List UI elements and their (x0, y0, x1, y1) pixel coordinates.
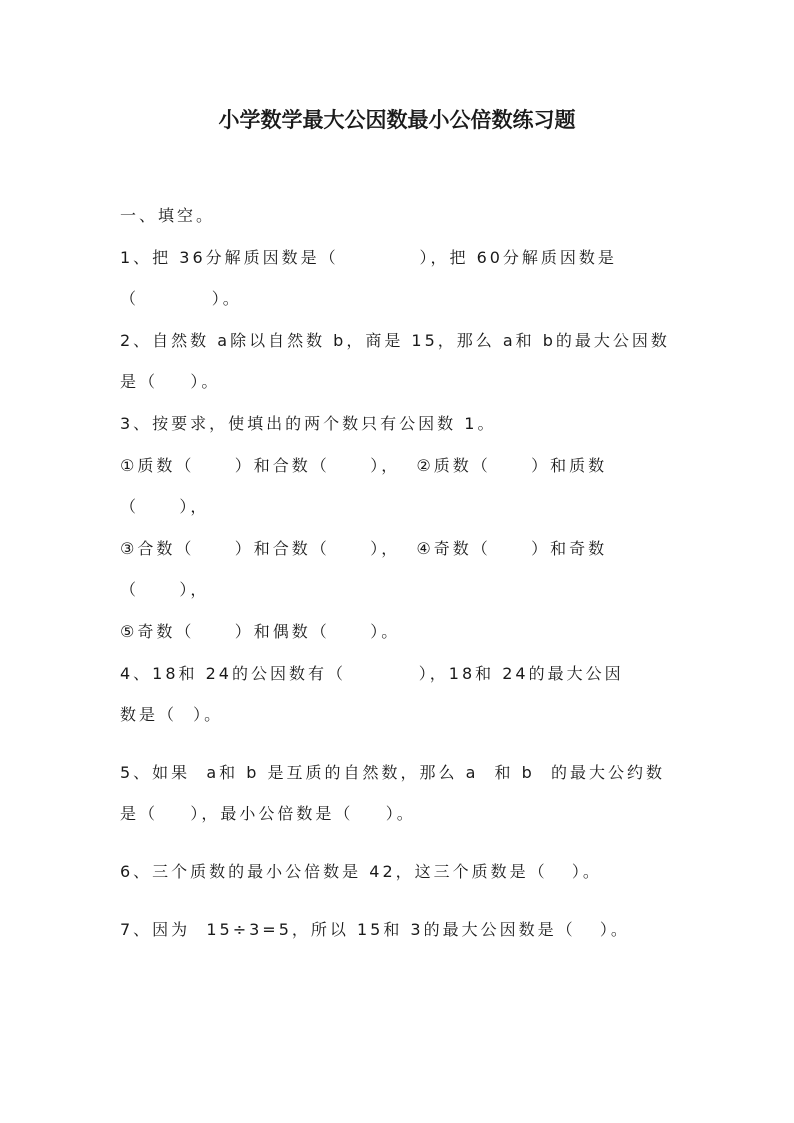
question-5-line-1: 5、如果 a和 b 是互质的自然数，那么 a 和 b 的最大公约数 (120, 763, 665, 782)
question-3-line-1: 3、按要求，使填出的两个数只有公因数 1。 (120, 414, 497, 433)
question-1-line-2: （ ）。 (120, 289, 242, 308)
question-7: 7、因为 15÷3=5，所以 15和 3的最大公因数是（ ）。 (120, 920, 630, 939)
question-3-line-2: ①质数（ ）和合数（ ）， ②质数（ ）和质数 (120, 456, 608, 475)
question-4-line-1: 4、18和 24的公因数有（ ），18和 24的最大公因 (120, 664, 624, 683)
question-3-line-4: ③合数（ ）和合数（ ）， ④奇数（ ）和奇数 (120, 539, 608, 558)
question-3-line-6: ⑤奇数（ ）和偶数（ ）。 (120, 622, 401, 641)
question-5-line-2: 是（ ），最小公倍数是（ ）。 (120, 804, 416, 823)
page-title: 小学数学最大公因数最小公倍数练习题 (218, 108, 576, 132)
question-1-line-1: 1、把 36分解质因数是（ ），把 60分解质因数是 (120, 248, 617, 267)
question-2-line-1: 2、自然数 a除以自然数 b，商是 15，那么 a和 b的最大公因数 (120, 331, 670, 350)
question-3-line-5: （ ）， (120, 580, 210, 599)
question-2-line-2: 是（ ）。 (120, 372, 221, 391)
question-6: 6、三个质数的最小公倍数是 42，这三个质数是（ ）。 (120, 862, 602, 881)
question-4-line-2: 数是（ ）。 (120, 705, 224, 724)
section-heading: 一、填空。 (120, 206, 216, 225)
question-3-line-3: （ ）， (120, 497, 210, 516)
